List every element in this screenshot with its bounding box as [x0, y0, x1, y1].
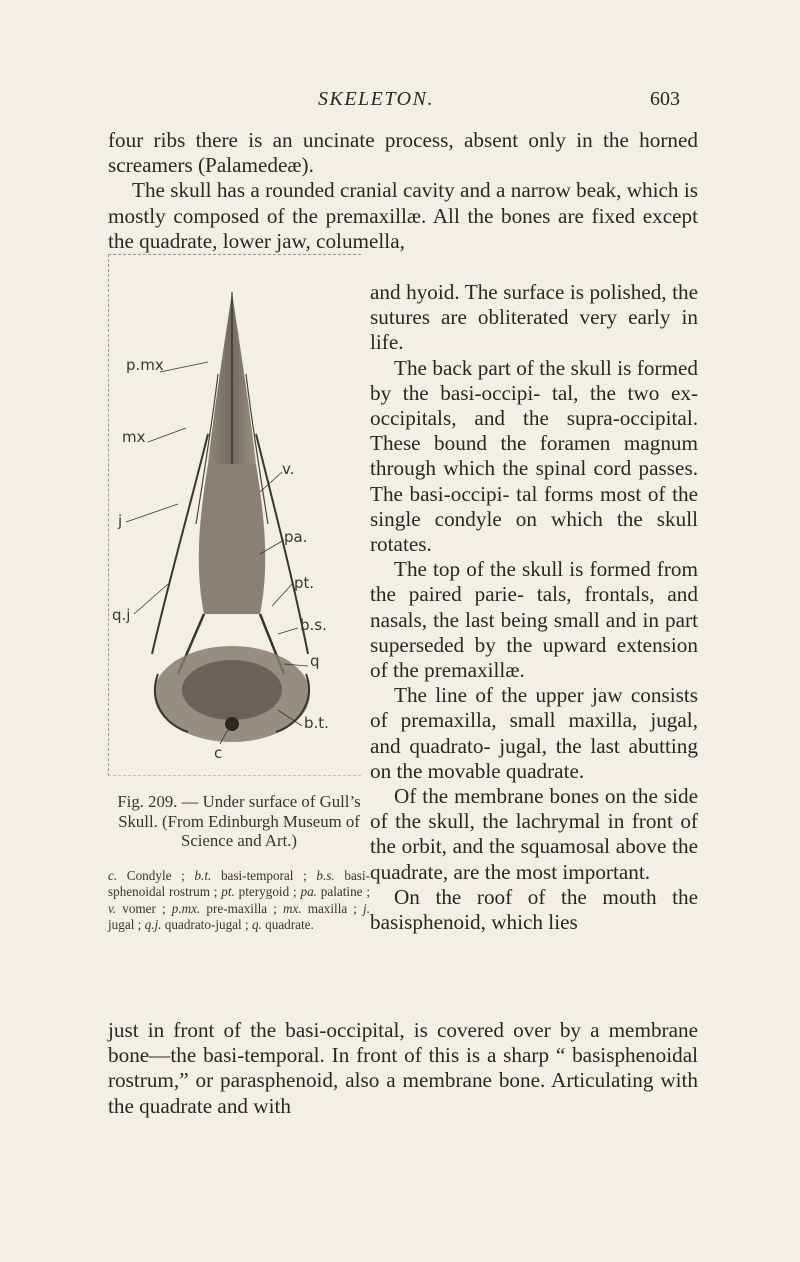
page-number: 603 — [650, 88, 680, 110]
label-pa: pa. — [284, 528, 308, 546]
legend-item: q.j. quadrato-jugal ; — [144, 916, 249, 932]
label-bt: b.t. — [304, 714, 329, 732]
label-pmx: p.mx — [126, 356, 164, 374]
legend-item: mx. maxilla ; — [282, 900, 357, 916]
paragraph-back-skull: The back part of the skull is formed by the basi-occipi- tal, the two ex-occipitals, and the supra-occipital. These bound the foramen magnum through which the spinal cord passes. The basi-occipi- tal forms most of the single condyle on which the skull rotates. — [370, 355, 698, 557]
paragraph-roof-mouth: On the roof of the mouth the basisphenoid, which lies — [370, 884, 698, 935]
label-bs: b.s. — [300, 616, 327, 634]
label-mx: mx — [122, 428, 146, 446]
gull-skull-illustration — [108, 254, 360, 774]
paragraph-basi-temporal: just in front of the basi-occipital, is covered over by a membrane bone—the basi-temporal. In front of this is a sharp “ basisphenoidal rostrum,” or parasphenoid, also a membrane bone. Articulating with the quadrate and with — [108, 1018, 698, 1118]
paragraph-top-skull: The top of the skull is formed from the paired parie- tals, frontals, and nasals, the last being small and in part superseded by the upward extension of the premaxillæ. — [370, 557, 698, 683]
paragraph-membrane-bones: Of the membrane bones on the side of the skull, the lachrymal in front of the orbit, and the squamosal above the quadrate, are the most important. — [370, 784, 698, 884]
label-c: c — [214, 744, 223, 762]
paragraph-skull-intro: The skull has a rounded cranial cavity and a narrow beak, which is mostly composed of the premaxillæ. All the bones are fixed except the quadrate, lower jaw, columella, — [108, 178, 698, 253]
right-column-text — [370, 280, 698, 935]
running-head — [0, 88, 800, 118]
label-q: q — [310, 652, 320, 670]
label-pt: pt. — [294, 574, 315, 592]
legend-item: b.t. basi-temporal ; — [194, 868, 307, 883]
legend-item: b.s. basi-sphenoidal rostrum ; — [108, 868, 370, 900]
skull-figure — [108, 254, 360, 774]
paragraph-surface: and hyoid. The surface is polished, the sutures are obliterated very early in life. — [370, 280, 698, 355]
paragraph-upper-jaw: The line of the upper jaw consists of premaxilla, small maxilla, jugal, and quadrato- jugal, the last abutting on the movable quadrate. — [370, 683, 698, 783]
legend-item: p.mx. pre-maxilla ; — [171, 900, 277, 916]
label-v: v. — [282, 460, 295, 478]
legend-item: pt. pterygoid ; — [221, 884, 297, 900]
legend-item: pa. palatine ; — [300, 884, 370, 900]
figure-legend — [108, 868, 370, 933]
label-qj: q.j — [112, 606, 131, 624]
label-j: j — [118, 512, 123, 530]
top-text-block — [108, 128, 698, 254]
legend-item: c. Condyle ; — [108, 868, 185, 883]
legend-item: j. jugal ; — [108, 900, 370, 932]
bottom-text-block — [108, 1018, 698, 1119]
running-title: SKELETON. — [318, 88, 434, 110]
figure-caption: Fig. 209. — Under surface of Gull’s Skull. (From Edinburgh Museum of Science and Art.) — [117, 792, 361, 850]
legend-item: q. quadrate. — [251, 916, 314, 932]
paragraph-ribs: four ribs there is an uncinate process, absent only in the horned screamers (Palamedeæ). — [108, 128, 698, 178]
legend-item: v. vomer ; — [108, 900, 166, 916]
